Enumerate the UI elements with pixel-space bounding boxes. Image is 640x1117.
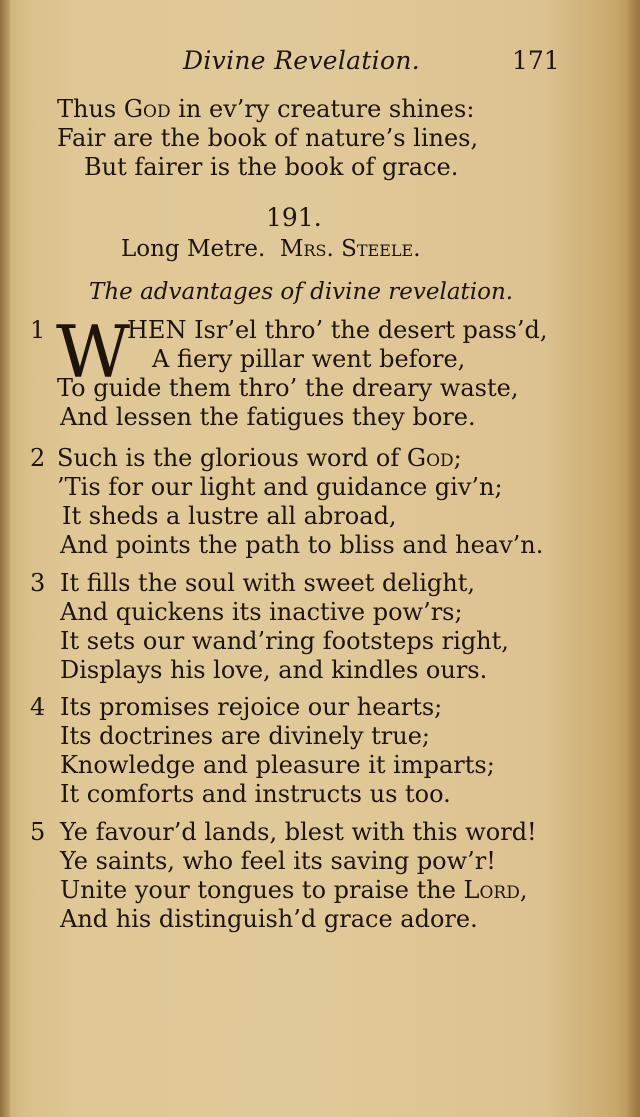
page-number: 171 (512, 46, 560, 75)
verse-number: 3 (30, 569, 46, 597)
hymn-subtitle: The advantages of divine revelation. (89, 279, 514, 305)
verse-line: Ye saints, who feel its saving pow’r! (60, 847, 496, 875)
page-right-edge (626, 0, 640, 1117)
verse-line: Its doctrines are divinely true; (60, 722, 430, 750)
prev-hymn-line: Thus God in ev’ry creature shines: (57, 95, 475, 123)
verse-line: It sets our wand’ring footsteps right, (60, 627, 509, 655)
verse-line: Unite your tongues to praise the Lord, (60, 876, 528, 904)
verse-line: HEN Isr’el thro’ the desert pass’d, (127, 316, 548, 344)
drop-cap: W (56, 310, 131, 394)
hymn-number: 191. (266, 203, 322, 232)
metre: Long Metre. (121, 236, 266, 262)
author: Mrs. Steele. (279, 236, 421, 262)
verse-line: Such is the glorious word of God; (57, 444, 462, 472)
page-left-edge (0, 0, 10, 1117)
verse-line: And his distinguish’d grace adore. (60, 905, 478, 933)
running-header (0, 46, 640, 86)
verse-number: 5 (30, 818, 46, 846)
verse-line: And points the path to bliss and heav’n. (60, 531, 544, 559)
running-title: Divine Revelation. (183, 46, 420, 75)
verse-line: It sheds a lustre all abroad, (62, 502, 397, 530)
verse-line: Displays his love, and kindles ours. (60, 656, 488, 684)
verse-number: 1 (30, 316, 46, 344)
verse-line: Knowledge and pleasure it imparts; (60, 751, 495, 779)
verse-line: A fiery pillar went before, (152, 345, 466, 373)
hymn-metre-line (121, 236, 421, 262)
verse-number: 2 (30, 444, 46, 472)
verse-line: And lessen the fatigues they bore. (60, 403, 476, 431)
verse-line: Ye favour’d lands, blest with this word! (60, 818, 537, 846)
verse-number: 4 (30, 693, 46, 721)
verse-line: ’Tis for our light and guidance giv’n; (57, 473, 503, 501)
prev-hymn-line: Fair are the book of nature’s lines, (57, 124, 479, 152)
verse-line: To guide them thro’ the dreary waste, (57, 374, 519, 402)
verse-line: Its promises rejoice our hearts; (60, 693, 443, 721)
verse-line: It comforts and instructs us too. (60, 780, 451, 808)
verse-line: And quickens its inactive pow’rs; (60, 598, 463, 626)
verse-line: It fills the soul with sweet delight, (60, 569, 476, 597)
prev-hymn-line: But fairer is the book of grace. (84, 153, 459, 181)
